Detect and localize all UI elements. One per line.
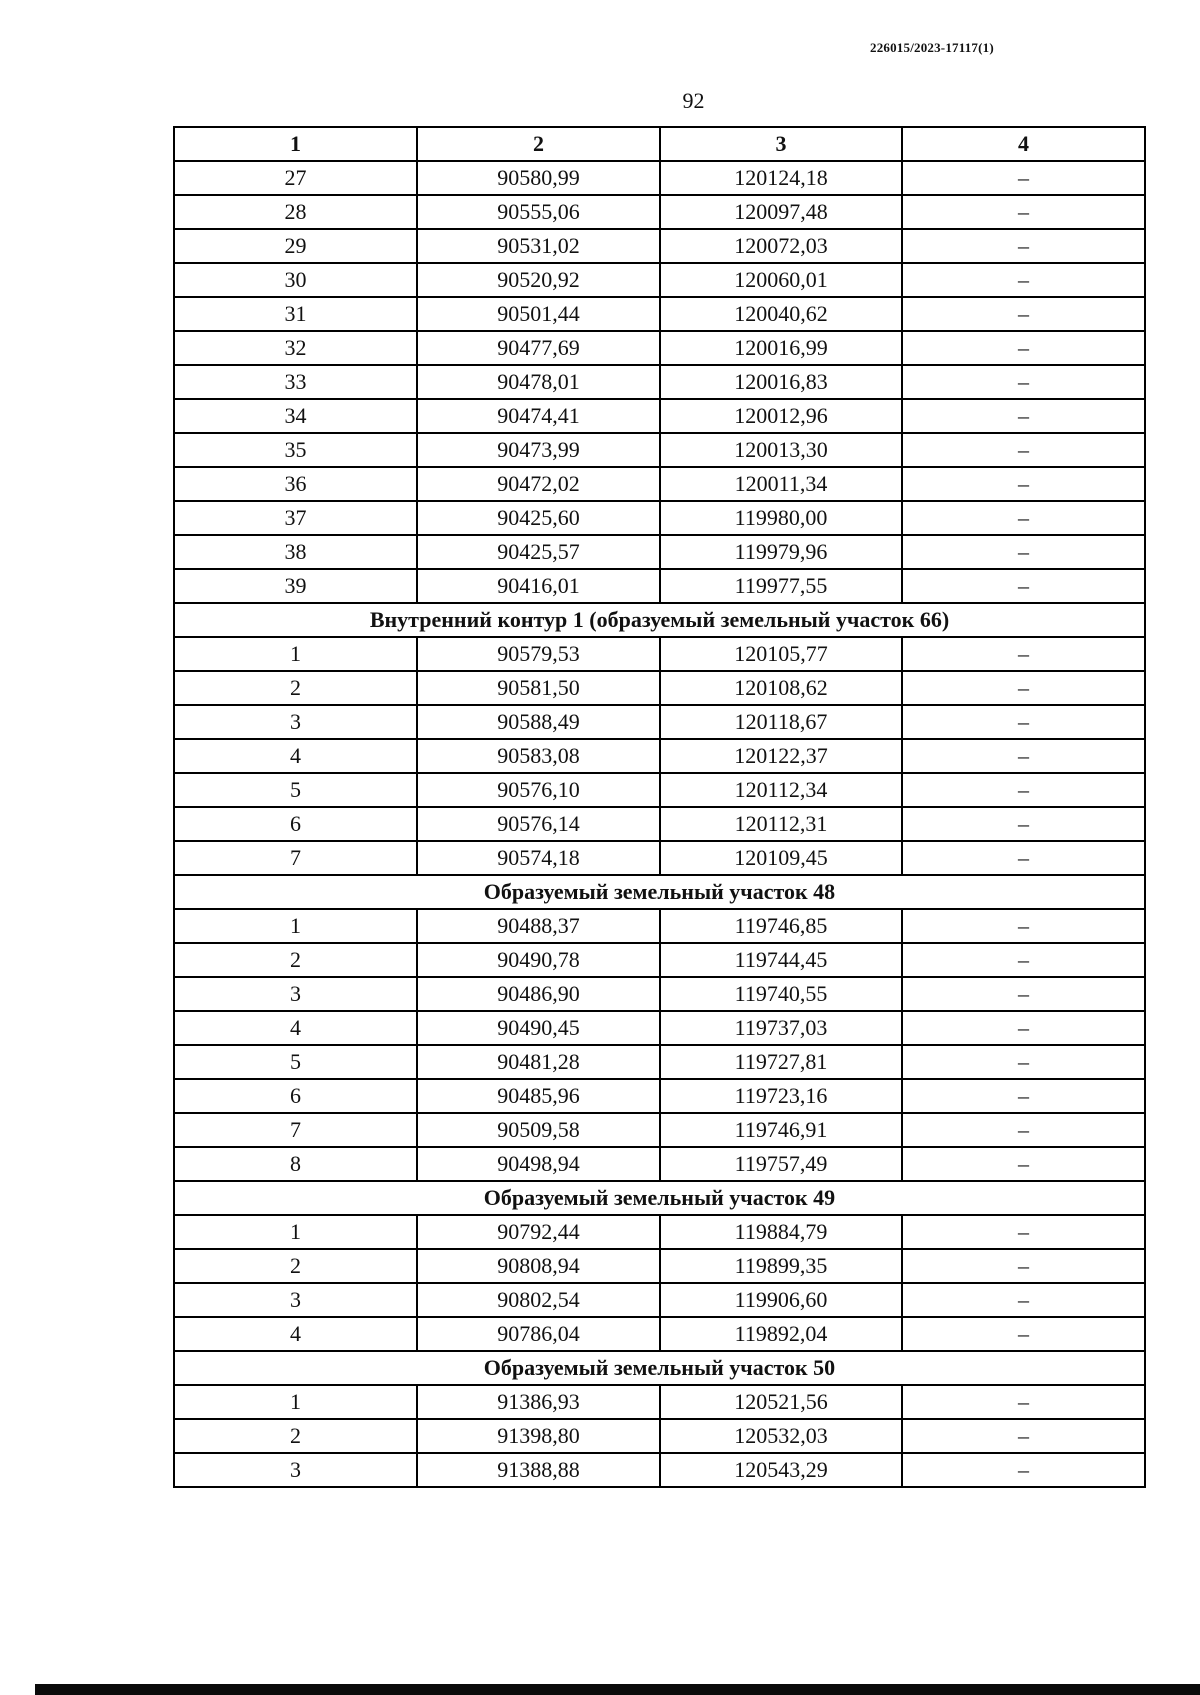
point-number-cell: 4 [174, 1011, 417, 1045]
point-number-cell: 2 [174, 1419, 417, 1453]
point-number-cell: 31 [174, 297, 417, 331]
y-coordinate-cell: 120532,03 [660, 1419, 902, 1453]
column-4-cell: – [902, 705, 1145, 739]
column-4-cell: – [902, 399, 1145, 433]
column-4-cell: – [902, 977, 1145, 1011]
column-4-cell: – [902, 807, 1145, 841]
page-number: 92 [682, 88, 705, 113]
x-coordinate-cell: 90576,10 [417, 773, 660, 807]
x-coordinate-cell: 90802,54 [417, 1283, 660, 1317]
table-row [174, 637, 1145, 671]
point-number-cell: 2 [174, 943, 417, 977]
section-header-row [174, 875, 1145, 909]
y-coordinate-cell: 120060,01 [660, 263, 902, 297]
x-coordinate-cell: 90473,99 [417, 433, 660, 467]
x-coordinate-cell: 90490,78 [417, 943, 660, 977]
column-header-3: 3 [660, 127, 902, 161]
y-coordinate-cell: 119906,60 [660, 1283, 902, 1317]
point-number-cell: 5 [174, 1045, 417, 1079]
table-row [174, 841, 1145, 875]
x-coordinate-cell: 90425,57 [417, 535, 660, 569]
point-number-cell: 38 [174, 535, 417, 569]
coordinates-table [173, 126, 1146, 1488]
column-header-2: 2 [417, 127, 660, 161]
table-row [174, 1453, 1145, 1487]
point-number-cell: 39 [174, 569, 417, 603]
point-number-cell: 2 [174, 1249, 417, 1283]
x-coordinate-cell: 91398,80 [417, 1419, 660, 1453]
table-row [174, 263, 1145, 297]
x-coordinate-cell: 90490,45 [417, 1011, 660, 1045]
y-coordinate-cell: 119727,81 [660, 1045, 902, 1079]
table-row [174, 1317, 1145, 1351]
x-coordinate-cell: 90425,60 [417, 501, 660, 535]
x-coordinate-cell: 90581,50 [417, 671, 660, 705]
point-number-cell: 2 [174, 671, 417, 705]
point-number-cell: 8 [174, 1147, 417, 1181]
table-row [174, 1045, 1145, 1079]
column-4-cell: – [902, 1079, 1145, 1113]
y-coordinate-cell: 120543,29 [660, 1453, 902, 1487]
y-coordinate-cell: 120105,77 [660, 637, 902, 671]
y-coordinate-cell: 120112,31 [660, 807, 902, 841]
x-coordinate-cell: 90588,49 [417, 705, 660, 739]
table-row [174, 977, 1145, 1011]
table-row [174, 705, 1145, 739]
point-number-cell: 4 [174, 739, 417, 773]
point-number-cell: 28 [174, 195, 417, 229]
table-header-row [174, 127, 1145, 161]
column-4-cell: – [902, 297, 1145, 331]
section-title: Образуемый земельный участок 48 [174, 875, 1145, 909]
y-coordinate-cell: 120016,83 [660, 365, 902, 399]
table-row [174, 195, 1145, 229]
y-coordinate-cell: 119746,85 [660, 909, 902, 943]
column-4-cell: – [902, 1045, 1145, 1079]
y-coordinate-cell: 119977,55 [660, 569, 902, 603]
point-number-cell: 34 [174, 399, 417, 433]
y-coordinate-cell: 120013,30 [660, 433, 902, 467]
y-coordinate-cell: 120112,34 [660, 773, 902, 807]
column-4-cell: – [902, 433, 1145, 467]
y-coordinate-cell: 120108,62 [660, 671, 902, 705]
y-coordinate-cell: 119884,79 [660, 1215, 902, 1249]
point-number-cell: 32 [174, 331, 417, 365]
y-coordinate-cell: 120122,37 [660, 739, 902, 773]
x-coordinate-cell: 90474,41 [417, 399, 660, 433]
section-header-row [174, 1351, 1145, 1385]
x-coordinate-cell: 90579,53 [417, 637, 660, 671]
table-row [174, 399, 1145, 433]
y-coordinate-cell: 119899,35 [660, 1249, 902, 1283]
table-row [174, 1011, 1145, 1045]
column-header-1: 1 [174, 127, 417, 161]
y-coordinate-cell: 119744,45 [660, 943, 902, 977]
table-row [174, 331, 1145, 365]
x-coordinate-cell: 91386,93 [417, 1385, 660, 1419]
y-coordinate-cell: 119979,96 [660, 535, 902, 569]
point-number-cell: 3 [174, 705, 417, 739]
point-number-cell: 30 [174, 263, 417, 297]
table-row [174, 433, 1145, 467]
table-row [174, 943, 1145, 977]
x-coordinate-cell: 90574,18 [417, 841, 660, 875]
column-4-cell: – [902, 773, 1145, 807]
y-coordinate-cell: 120118,67 [660, 705, 902, 739]
table-row [174, 1385, 1145, 1419]
point-number-cell: 36 [174, 467, 417, 501]
column-4-cell: – [902, 739, 1145, 773]
x-coordinate-cell: 90478,01 [417, 365, 660, 399]
point-number-cell: 33 [174, 365, 417, 399]
y-coordinate-cell: 119740,55 [660, 977, 902, 1011]
x-coordinate-cell: 90416,01 [417, 569, 660, 603]
table-row [174, 773, 1145, 807]
section-header-row [174, 603, 1145, 637]
table-row [174, 1113, 1145, 1147]
table-row [174, 807, 1145, 841]
table-row [174, 1079, 1145, 1113]
y-coordinate-cell: 120012,96 [660, 399, 902, 433]
x-coordinate-cell: 90477,69 [417, 331, 660, 365]
column-4-cell: – [902, 637, 1145, 671]
column-4-cell: – [902, 1283, 1145, 1317]
x-coordinate-cell: 90786,04 [417, 1317, 660, 1351]
column-4-cell: – [902, 365, 1145, 399]
x-coordinate-cell: 90520,92 [417, 263, 660, 297]
table-row [174, 229, 1145, 263]
y-coordinate-cell: 120124,18 [660, 161, 902, 195]
column-4-cell: – [902, 1113, 1145, 1147]
x-coordinate-cell: 90498,94 [417, 1147, 660, 1181]
y-coordinate-cell: 120097,48 [660, 195, 902, 229]
point-number-cell: 1 [174, 1385, 417, 1419]
column-4-cell: – [902, 535, 1145, 569]
column-4-cell: – [902, 263, 1145, 297]
column-4-cell: – [902, 1249, 1145, 1283]
point-number-cell: 3 [174, 1283, 417, 1317]
column-4-cell: – [902, 1419, 1145, 1453]
column-4-cell: – [902, 1215, 1145, 1249]
column-4-cell: – [902, 569, 1145, 603]
table-row [174, 467, 1145, 501]
x-coordinate-cell: 90485,96 [417, 1079, 660, 1113]
y-coordinate-cell: 119723,16 [660, 1079, 902, 1113]
x-coordinate-cell: 90808,94 [417, 1249, 660, 1283]
x-coordinate-cell: 90481,28 [417, 1045, 660, 1079]
section-header-row [174, 1181, 1145, 1215]
column-4-cell: – [902, 501, 1145, 535]
section-title: Образуемый земельный участок 49 [174, 1181, 1145, 1215]
column-4-cell: – [902, 671, 1145, 705]
y-coordinate-cell: 120072,03 [660, 229, 902, 263]
column-header-4: 4 [902, 127, 1145, 161]
y-coordinate-cell: 119980,00 [660, 501, 902, 535]
y-coordinate-cell: 119757,49 [660, 1147, 902, 1181]
x-coordinate-cell: 90488,37 [417, 909, 660, 943]
point-number-cell: 7 [174, 841, 417, 875]
point-number-cell: 1 [174, 909, 417, 943]
y-coordinate-cell: 120040,62 [660, 297, 902, 331]
point-number-cell: 37 [174, 501, 417, 535]
x-coordinate-cell: 90555,06 [417, 195, 660, 229]
section-title: Внутренний контур 1 (образуемый земельный участок 66) [174, 603, 1145, 637]
point-number-cell: 6 [174, 1079, 417, 1113]
point-number-cell: 6 [174, 807, 417, 841]
point-number-cell: 3 [174, 977, 417, 1011]
column-4-cell: – [902, 331, 1145, 365]
document-id: 226015/2023-17117(1) [870, 40, 994, 55]
table-row [174, 739, 1145, 773]
x-coordinate-cell: 90501,44 [417, 297, 660, 331]
table-row [174, 297, 1145, 331]
table-row [174, 1249, 1145, 1283]
column-4-cell: – [902, 841, 1145, 875]
y-coordinate-cell: 120016,99 [660, 331, 902, 365]
section-title: Образуемый земельный участок 50 [174, 1351, 1145, 1385]
table-body [174, 161, 1145, 1487]
column-4-cell: – [902, 229, 1145, 263]
table-row [174, 1215, 1145, 1249]
table-row [174, 365, 1145, 399]
y-coordinate-cell: 119746,91 [660, 1113, 902, 1147]
table-row [174, 501, 1145, 535]
column-4-cell: – [902, 195, 1145, 229]
point-number-cell: 1 [174, 1215, 417, 1249]
column-4-cell: – [902, 1453, 1145, 1487]
column-4-cell: – [902, 467, 1145, 501]
point-number-cell: 7 [174, 1113, 417, 1147]
table-row [174, 909, 1145, 943]
x-coordinate-cell: 90472,02 [417, 467, 660, 501]
y-coordinate-cell: 120109,45 [660, 841, 902, 875]
y-coordinate-cell: 119892,04 [660, 1317, 902, 1351]
y-coordinate-cell: 120521,56 [660, 1385, 902, 1419]
column-4-cell: – [902, 909, 1145, 943]
point-number-cell: 5 [174, 773, 417, 807]
point-number-cell: 27 [174, 161, 417, 195]
x-coordinate-cell: 90583,08 [417, 739, 660, 773]
x-coordinate-cell: 90486,90 [417, 977, 660, 1011]
point-number-cell: 3 [174, 1453, 417, 1487]
x-coordinate-cell: 90576,14 [417, 807, 660, 841]
x-coordinate-cell: 90531,02 [417, 229, 660, 263]
column-4-cell: – [902, 1147, 1145, 1181]
point-number-cell: 4 [174, 1317, 417, 1351]
point-number-cell: 1 [174, 637, 417, 671]
column-4-cell: – [902, 1385, 1145, 1419]
x-coordinate-cell: 90580,99 [417, 161, 660, 195]
column-4-cell: – [902, 943, 1145, 977]
y-coordinate-cell: 120011,34 [660, 467, 902, 501]
table-row [174, 1419, 1145, 1453]
table-row [174, 569, 1145, 603]
scan-edge-bar [35, 1684, 1200, 1695]
point-number-cell: 35 [174, 433, 417, 467]
column-4-cell: – [902, 1011, 1145, 1045]
column-4-cell: – [902, 1317, 1145, 1351]
y-coordinate-cell: 119737,03 [660, 1011, 902, 1045]
table-row [174, 1147, 1145, 1181]
x-coordinate-cell: 90509,58 [417, 1113, 660, 1147]
x-coordinate-cell: 90792,44 [417, 1215, 660, 1249]
point-number-cell: 29 [174, 229, 417, 263]
table-row [174, 671, 1145, 705]
x-coordinate-cell: 91388,88 [417, 1453, 660, 1487]
table-row [174, 1283, 1145, 1317]
column-4-cell: – [902, 161, 1145, 195]
table-row [174, 535, 1145, 569]
table-row [174, 161, 1145, 195]
